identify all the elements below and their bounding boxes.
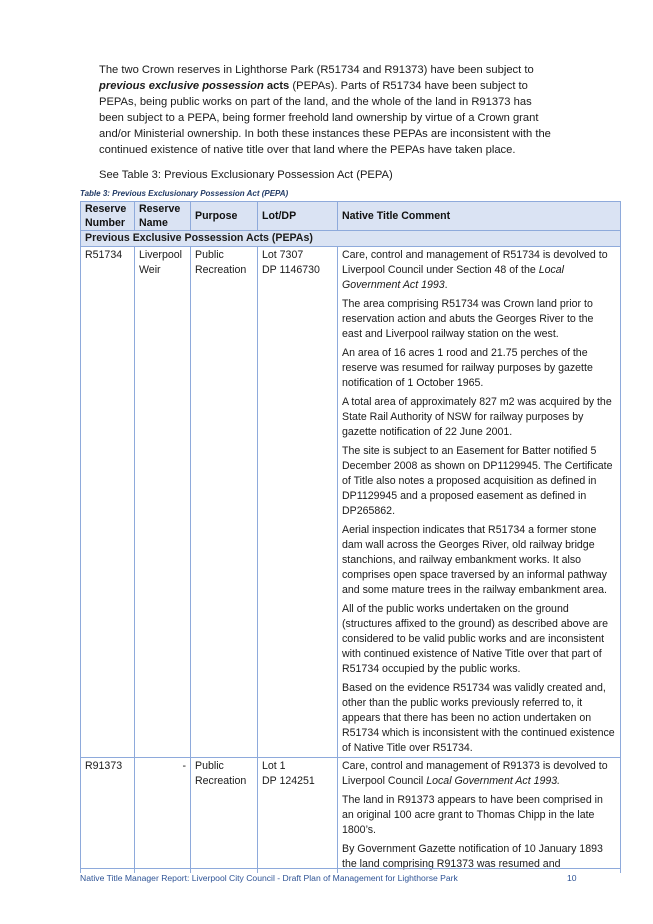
- purpose: Public Recreation: [191, 758, 258, 874]
- reserve-number: R51734: [81, 247, 135, 758]
- section-row: [81, 231, 621, 247]
- header-reserve-number: Reserve Number: [81, 202, 135, 231]
- comment-paragraph: The land in R91373 appears to have been comprised in an original 100 acre grant to Thomas Chipp in the late 1800’s.: [342, 794, 603, 836]
- comment-paragraph: An area of 16 acres 1 rood and 21.75 perches of the reserve was resumed for railway purposes by gazette notification of 1 October 1965.: [342, 347, 593, 389]
- intro-paragraph: The two Crown reserves in Lighthorse Park (R51734 and R91373) have been subject to previous exclusive possession acts (PEPAs). Parts of R51734 have been subject to PEPAs, being public works on part of the land, and the whole of the land in R91373 has been subject to a PEPA, being former freehold land ownership by virtue of a Crown grant and/or Ministerial ownership. In both these instances these PEPAs are inconsistent with the continued existence of native title over that land where the PEPAs have taken place.: [99, 64, 551, 156]
- comment-paragraph: By Government Gazette notification of 10 January 1893 the land comprising R91373 was resumed and: [342, 843, 603, 870]
- lot-dp: Lot 7307 DP 1146730: [258, 247, 338, 758]
- lot-dp: Lot 1 DP 124251: [258, 758, 338, 874]
- comment-paragraph: All of the public works undertaken on the ground (structures affixed to the ground) as described above are considered to be valid public works and are inconsistent with continued existence of Native Title over that part of R51734 occupied by the public works.: [342, 603, 608, 675]
- header-purpose: Purpose: [191, 202, 258, 231]
- page-number: 10: [567, 873, 577, 883]
- comment-paragraph: The area comprising R51734 was Crown land prior to reservation action and abuts the Georges River to the east and Liverpool railway station on the west.: [342, 298, 594, 340]
- reserve-number: R91373: [81, 758, 135, 874]
- reserve-name: -: [135, 758, 191, 874]
- reserve-name: Liverpool Weir: [135, 247, 191, 758]
- comment-paragraph: Based on the evidence R51734 was validly created and, other than the public works previously referred to, it appears that there has been no action undertaken on R51734 which is inconsistent with the continued existence of Native Title over R51734.: [342, 682, 615, 754]
- page-footer: [80, 868, 620, 889]
- comment-paragraph: Aerial inspection indicates that R51734 a former stone dam wall across the Georges River, old railway bridge stanchions, and railway embankment works. It also comprises open space traversed by an informal pathway and some mature trees in the railway embankment area.: [342, 524, 607, 596]
- native-title-comment: [338, 758, 621, 874]
- table-row: [81, 758, 621, 874]
- comment-paragraph: A total area of approximately 827 m2 was acquired by the State Rail Authority of NSW for railway purposes by gazette notification of 22 June 2001.: [342, 396, 612, 438]
- comment-paragraph: Care, control and management of R91373 is devolved to Liverpool Council Local Government Act 1993.: [342, 760, 608, 787]
- header-native-title-comment: Native Title Comment: [338, 202, 621, 231]
- header-reserve-name: Reserve Name: [135, 202, 191, 231]
- header-lot-dp: Lot/DP: [258, 202, 338, 231]
- table-caption: Table 3: Previous Exclusionary Possession Act (PEPA): [80, 189, 289, 198]
- footer-text: Native Title Manager Report: Liverpool City Council - Draft Plan of Management for Lighthorse Park: [80, 873, 458, 883]
- comment-paragraph: The site is subject to an Easement for Batter notified 5 December 2008 as shown on DP1129945. The Certificate of Title also notes a proposed acquisition as defined in DP1129945 and a proposed easement as defined in DP265862.: [342, 445, 613, 517]
- see-table-reference: See Table 3: Previous Exclusionary Possession Act (PEPA): [99, 169, 393, 181]
- intro-text: [99, 62, 559, 183]
- table-row: [81, 247, 621, 758]
- table-header-row: [81, 202, 621, 231]
- section-title: Previous Exclusive Possession Acts (PEPAs): [81, 231, 621, 247]
- purpose: Public Recreation: [191, 247, 258, 758]
- comment-paragraph: Care, control and management of R51734 is devolved to Liverpool Council under Section 48 of the Local Government Act 1993.: [342, 249, 608, 291]
- native-title-comment: [338, 247, 621, 758]
- pepa-table: [80, 201, 621, 873]
